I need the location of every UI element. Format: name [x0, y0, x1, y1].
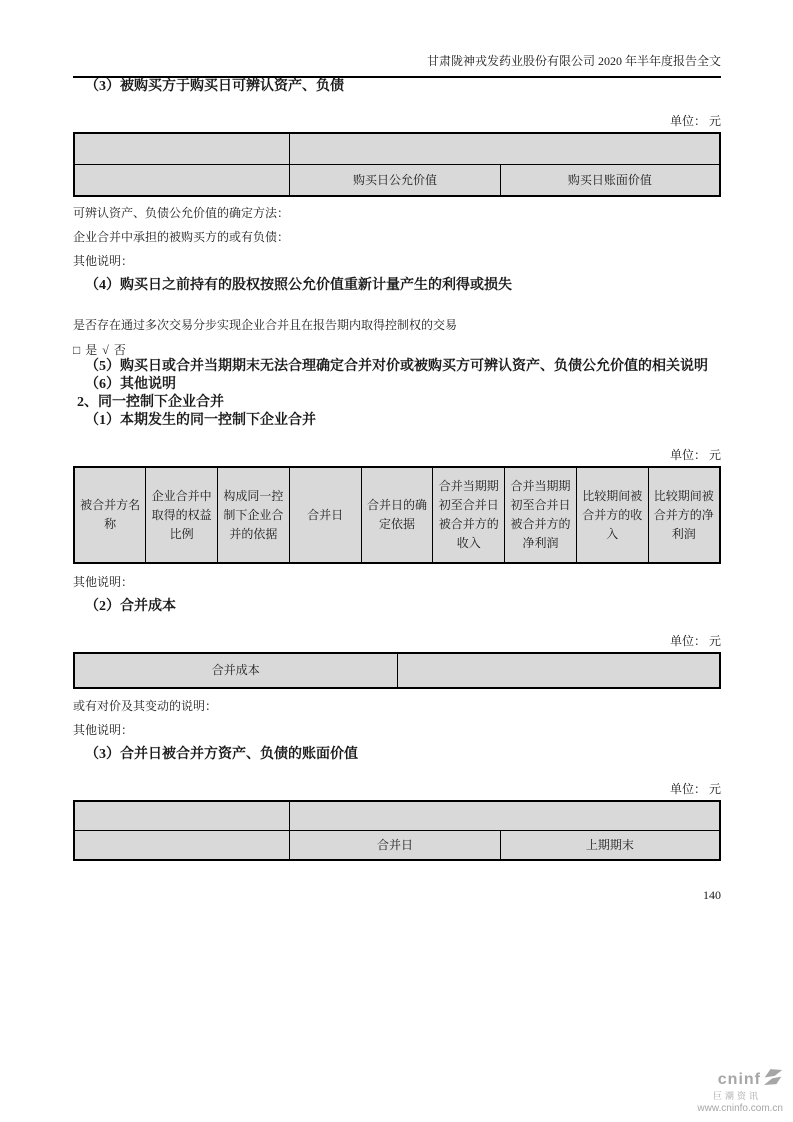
merger-cost-table: [73, 652, 721, 689]
table-cell-empty: [74, 801, 290, 831]
cninfo-logo-row: [697, 1069, 783, 1090]
multi-step-transaction-question: 是否存在通过多次交易分步实现企业合并且在报告期内取得控制权的交易: [73, 318, 458, 332]
column-header-merger-date-basis: 合并日的确定依据: [361, 467, 433, 563]
column-header-basis-common-control: 构成同一控制下企业合并的依据: [218, 467, 290, 563]
section-title-other-notes: （6）其他说明: [85, 377, 176, 392]
page-header: [73, 0, 721, 78]
header-title: 甘肃陇神戎发药业股份有限公司 2020 年半年度报告全文: [426, 54, 721, 68]
table-row: [74, 133, 720, 165]
notes-block: [73, 574, 721, 590]
table-row: [74, 653, 720, 688]
unit-label: 单位： 元: [669, 634, 721, 648]
table-cell-empty: [290, 801, 720, 831]
column-header-merger-cost: 合并成本: [74, 653, 397, 688]
section-title-remeasurement: （4）购买日之前持有的股权按照公允价值重新计量产生的利得或损失: [85, 278, 512, 293]
cninfo-bolt-icon: [763, 1069, 783, 1090]
cninfo-brand-text: cninf: [717, 1070, 761, 1088]
table-row: [74, 831, 720, 861]
section-title-merger-cost: （2）合并成本: [85, 599, 176, 614]
table-row: [74, 467, 720, 563]
column-header-comparative-income: 比较期间被合并方的收入: [576, 467, 648, 563]
table-cell-empty: [74, 165, 290, 197]
table-row: [74, 165, 720, 197]
table-cell-empty: [397, 653, 720, 688]
note-line: 可辨认资产、负债公允价值的确定方法：: [73, 206, 290, 220]
column-header-net-profit-to-merger-date: 合并当期期初至合并日被合并方的净利润: [505, 467, 577, 563]
unit-label: 单位： 元: [669, 114, 721, 128]
unit-label: 单位： 元: [669, 448, 721, 462]
chapter-title-common-control: 2、同一控制下企业合并: [77, 395, 224, 410]
column-header-comparative-net-profit: 比较期间被合并方的净利润: [648, 467, 720, 563]
note-line: 其他说明：: [73, 723, 134, 737]
table-cell-empty: [74, 133, 290, 165]
column-header-income-to-merger-date: 合并当期期初至合并日被合并方的收入: [433, 467, 505, 563]
book-value-table: [73, 800, 721, 861]
cninfo-url: www.cninfo.com.cn: [697, 1103, 783, 1114]
section-title-current-common-control: （1）本期发生的同一控制下企业合并: [85, 413, 316, 428]
cninfo-logo: [697, 1069, 783, 1114]
unit-label: 单位： 元: [669, 782, 721, 796]
notes-block: [73, 205, 721, 269]
yes-no-answer: □ 是 √ 否: [73, 343, 127, 357]
note-line: 企业合并中承担的被购买方的或有负债：: [73, 230, 290, 244]
section-title-unable-to-determine: （5）购买日或合并当期期末无法合理确定合并对价或被购买方可辨认资产、负债公允价值的相关说明: [85, 359, 708, 374]
identifiable-assets-table: [73, 132, 721, 197]
column-header-fair-value: 购买日公允价值: [290, 165, 501, 197]
column-header-book-value: 购买日账面价值: [500, 165, 720, 197]
table-cell-empty: [74, 831, 290, 861]
section-title-identifiable-assets: （3）被购买方于购买日可辨认资产、负债: [85, 79, 344, 94]
column-header-acquiree-name: 被合并方名称: [74, 467, 146, 563]
note-line: 其他说明：: [73, 575, 134, 589]
column-header-merger-date: 合并日: [289, 467, 361, 563]
column-header-equity-ratio: 企业合并中取得的权益比例: [146, 467, 218, 563]
section-title-book-value-merger-date: （3）合并日被合并方资产、负债的账面价值: [85, 747, 358, 762]
cninfo-chinese-name: 巨潮资讯: [712, 1091, 761, 1101]
common-control-merger-table: [73, 466, 721, 564]
notes-block: [73, 698, 721, 738]
table-cell-empty: [290, 133, 720, 165]
page-number: 140: [703, 888, 721, 902]
note-line: 或有对价及其变动的说明：: [73, 699, 218, 713]
column-header-merger-date: 合并日: [290, 831, 501, 861]
note-line: 其他说明：: [73, 254, 134, 268]
table-row: [74, 801, 720, 831]
column-header-prior-period-end: 上期期末: [500, 831, 720, 861]
